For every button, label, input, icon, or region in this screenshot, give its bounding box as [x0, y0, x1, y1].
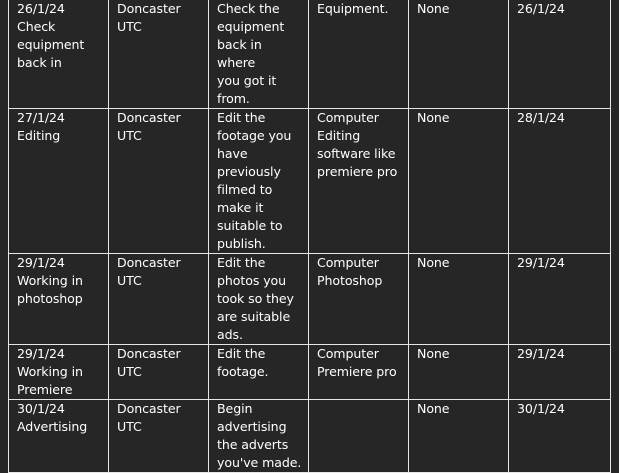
table-row [9, 109, 611, 254]
cell-description: Edit the photos you took so they are suitable ads. [209, 254, 309, 345]
cell-risks: None [409, 400, 509, 473]
table-row [9, 400, 611, 473]
cell-deadline: 30/1/24 [509, 400, 611, 473]
cell-location: Doncaster UTC [109, 0, 209, 109]
cell-deadline: 26/1/24 [509, 0, 611, 109]
cell-resources: Equipment. [309, 0, 409, 109]
cell-date-task: 29/1/24 Working in photoshop [9, 254, 109, 345]
document-page [8, 0, 610, 470]
cell-description: Begin advertising the adverts you've made. [209, 400, 309, 473]
cell-risks: None [409, 254, 509, 345]
table-row [9, 345, 611, 400]
cell-location: Doncaster UTC [109, 400, 209, 473]
cell-deadline: 29/1/24 [509, 345, 611, 400]
cell-date-task: 29/1/24 Working in Premiere [9, 345, 109, 400]
schedule-table [8, 0, 611, 473]
table-row [9, 254, 611, 345]
table-row [9, 0, 611, 109]
cell-resources: Computer Photoshop [309, 254, 409, 345]
cell-risks: None [409, 345, 509, 400]
cell-resources: Computer Premiere pro [309, 345, 409, 400]
cell-location: Doncaster UTC [109, 254, 209, 345]
cell-deadline: 28/1/24 [509, 109, 611, 254]
cell-risks: None [409, 0, 509, 109]
cell-risks: None [409, 109, 509, 254]
cell-description: Edit the footage. [209, 345, 309, 400]
cell-description: Edit the footage you have previously filmed to make it suitable to publish. [209, 109, 309, 254]
cell-description: Check the equipment back in where you got it from. [209, 0, 309, 109]
cell-date-task: 26/1/24 Check equipment back in [9, 0, 109, 109]
cell-location: Doncaster UTC [109, 109, 209, 254]
cell-resources [309, 400, 409, 473]
cell-deadline: 29/1/24 [509, 254, 611, 345]
cell-date-task: 27/1/24 Editing [9, 109, 109, 254]
cell-resources: Computer Editing software like premiere pro [309, 109, 409, 254]
cell-date-task: 30/1/24 Advertising [9, 400, 109, 473]
cell-location: Doncaster UTC [109, 345, 209, 400]
